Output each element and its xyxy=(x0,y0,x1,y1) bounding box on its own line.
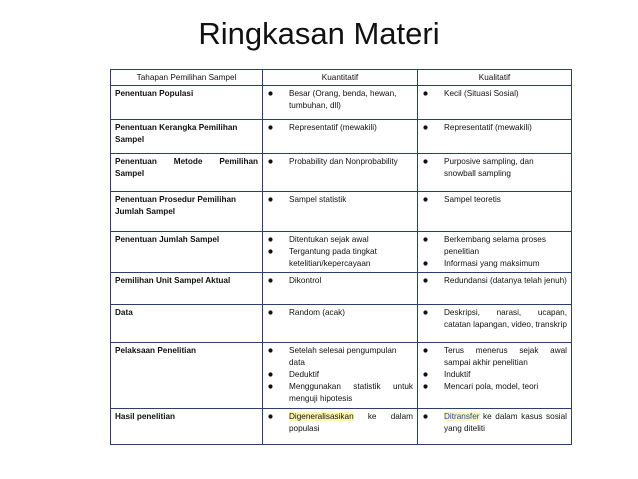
cell-kuantitatif xyxy=(263,273,418,305)
header-kuantitatif: Kuantitatif xyxy=(263,70,418,86)
table-row xyxy=(111,343,572,409)
cell-kuantitatif xyxy=(263,232,418,273)
bullet-item: Representatif (mewakili) xyxy=(267,122,413,134)
bullet-item xyxy=(267,411,413,435)
cell-kuantitatif xyxy=(263,120,418,154)
cell-kualitatif xyxy=(418,343,572,409)
bullet-item xyxy=(422,411,567,435)
bullet-item: Random (acak) xyxy=(267,307,413,319)
bullet-item: Induktif xyxy=(422,369,567,381)
bullet-item: Probability dan Nonprobability xyxy=(267,156,413,168)
page-title: Ringkasan Materi xyxy=(198,16,440,51)
bullet-item: Kecil (Situasi Sosial) xyxy=(422,88,567,100)
cell-kualitatif xyxy=(418,192,572,232)
row-label: Penentuan Prosedur Pemilihan Jumlah Sampel xyxy=(111,192,263,232)
bullet-item: Dikontrol xyxy=(267,275,413,287)
bullet-item: Terus menerus sejak awal sampai akhir penelitian xyxy=(422,345,567,369)
cell-kualitatif xyxy=(418,273,572,305)
row-label: Pelaksaan Penelitian xyxy=(111,343,263,409)
header-tahapan: Tahapan Pemilihan Sampel xyxy=(111,70,263,86)
cell-kuantitatif xyxy=(263,305,418,343)
bullet-item: Tergantung pada tingkat ketelitian/kepercayaan xyxy=(267,246,413,270)
bullet-item: Representatif (mewakili) xyxy=(422,122,567,134)
table-row xyxy=(111,120,572,154)
bullet-item: Ditentukan sejak awal xyxy=(267,234,413,246)
table-row xyxy=(111,86,572,120)
bullet-item: Sampel teoretis xyxy=(422,194,567,206)
bullet-item: Informasi yang maksimum xyxy=(422,258,567,270)
bullet-item: Besar (Orang, benda, hewan, tumbuhan, dll) xyxy=(267,88,413,112)
row-label: Penentuan Populasi xyxy=(111,86,263,120)
cell-kuantitatif xyxy=(263,86,418,120)
cell-kualitatif xyxy=(418,305,572,343)
row-label: Penentuan Jumlah Sampel xyxy=(111,232,263,273)
bullet-text: ke dalam kasus sosial yang diteliti xyxy=(444,412,567,433)
cell-kuantitatif xyxy=(263,154,418,192)
row-label: Penentuan Kerangka Pemilihan Sampel xyxy=(111,120,263,154)
cell-kualitatif xyxy=(418,154,572,192)
table-row xyxy=(111,273,572,305)
cell-kuantitatif xyxy=(263,192,418,232)
bullet-item: Redundansi (datanya telah jenuh) xyxy=(422,275,567,287)
summary-table xyxy=(110,69,572,445)
bullet-item: Deduktif xyxy=(267,369,413,381)
table-header-row xyxy=(111,70,572,86)
cell-kualitatif xyxy=(418,409,572,445)
cell-kualitatif xyxy=(418,86,572,120)
cell-kuantitatif xyxy=(263,409,418,445)
bullet-item: Mencari pola, model, teori xyxy=(422,381,567,393)
bullet-item: Menggunakan statistik untuk menguji hipotesis xyxy=(267,381,413,405)
cell-kualitatif xyxy=(418,120,572,154)
bullet-item: Deskripsi, narasi, ucapan, catatan lapangan, video, transkrip xyxy=(422,307,567,331)
table-row xyxy=(111,154,572,192)
row-label: Pemilihan Unit Sampel Aktual xyxy=(111,273,263,305)
bullet-item: Purposive sampling, dan snowball sampling xyxy=(422,156,567,180)
header-kualitatif: Kualitatif xyxy=(418,70,572,86)
table-row xyxy=(111,232,572,273)
table-row xyxy=(111,192,572,232)
cell-kuantitatif xyxy=(263,343,418,409)
table-row xyxy=(111,305,572,343)
bullet-text: ke dalam populasi xyxy=(289,412,413,433)
bullet-item: Setelah selesai pengumpulan data xyxy=(267,345,413,369)
bullet-item: Berkembang selama proses penelitian xyxy=(422,234,567,258)
cell-kualitatif xyxy=(418,232,572,273)
bullet-item: Sampel statistik xyxy=(267,194,413,206)
row-label: Penentuan Metode Pemilihan Sampel xyxy=(111,154,263,192)
table-row xyxy=(111,409,572,445)
row-label: Hasil penelitian xyxy=(111,409,263,445)
highlighted-term: Ditransfer xyxy=(444,412,480,421)
row-label: Data xyxy=(111,305,263,343)
highlighted-term: Digeneralisasikan xyxy=(289,412,354,421)
